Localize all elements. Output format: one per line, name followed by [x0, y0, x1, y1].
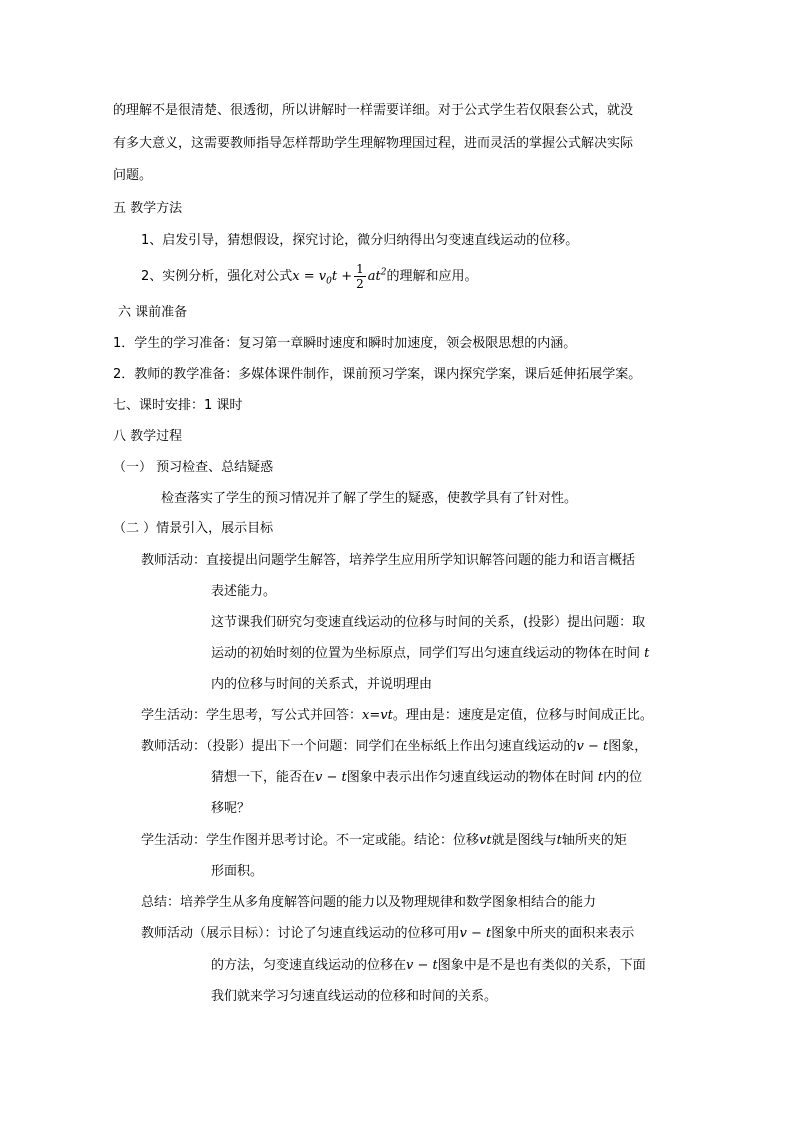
- teacher3-line-2-text: 的方法，匀变速直线运动的位移在: [211, 958, 407, 973]
- teacher2-t-symbol: t: [597, 770, 604, 785]
- fraction-denominator: 2: [356, 277, 364, 291]
- teacher2-vt-symbol: v − t: [576, 739, 609, 754]
- teacher3-line-1-text: 教师活动（展示目标）：讨论了匀速直线运动的位移可用: [141, 926, 460, 941]
- teacher2-line-1: [141, 737, 647, 757]
- methods-item-1: 1、启发引导，猜想假设，探究讨论，微分归纳得出匀变速直线运动的位移。: [141, 233, 579, 248]
- student1-prefix: 学生活动：学生思考，写公式并回答：: [141, 708, 363, 723]
- sec1-title: （一） 预习检查、总结疑惑: [113, 460, 274, 475]
- sec1-body: 检查落实了学生的预习情况并了解了学生的疑惑，使教学具有了针对性。: [161, 491, 578, 506]
- prep-item-1: 1．学生的学习准备：复习第一章瞬时速度和瞬时加速度，领会极限思想的内涵。: [113, 336, 577, 351]
- student2-t-symbol: t: [556, 833, 562, 848]
- teacher3-vt-symbol: v − t: [459, 926, 492, 941]
- teacher1-line-5: 内的位移与时间的关系式，并说明理由: [211, 677, 433, 692]
- methods-heading: 五 教学方法: [113, 201, 183, 216]
- student1-suffix: 。理由是：速度是定值，位移与时间成正比。: [392, 708, 653, 723]
- formula-at: at: [367, 269, 381, 284]
- intro-line-1: 的理解不是很清楚、很透彻，所以讲解时一样需要详细。对于公式学生若仅限套公式，就没: [113, 103, 634, 118]
- teacher1-line-2: 表述能力。: [211, 584, 277, 599]
- sec2-title: （二 ）情景引入，展示目标: [113, 521, 274, 536]
- prep-item-2: 2．教师的教学准备：多媒体课件制作，课前预习学案，课内探究学案，课后延伸拓展学案。: [113, 367, 642, 382]
- teacher2-line-2-text: 猜想一下，能否在: [211, 770, 316, 785]
- formula-exponent: 2: [380, 267, 387, 278]
- formula-lhs: x = v: [292, 269, 327, 284]
- student2-vt-symbol: vt: [479, 833, 492, 848]
- student1-formula: x=vt: [362, 708, 393, 723]
- teacher3-line-2: [211, 956, 646, 976]
- teacher1-t-symbol: t: [644, 646, 650, 661]
- teacher2-line-1-text: 教师活动：（投影）提出下一个问题：同学们在坐标纸上作出匀速直线运动的: [141, 739, 577, 754]
- prep-heading: 六 课前准备: [118, 305, 188, 320]
- teacher2-line-2-mid: 图象中表示出作匀速直线运动的物体在时间: [346, 770, 594, 785]
- teacher2-line-2: [211, 768, 642, 788]
- process-heading: 八 教学过程: [113, 429, 183, 444]
- teacher1-line-4: [211, 644, 649, 664]
- schedule: 七、课时安排：1 课时: [113, 398, 243, 413]
- student2-line-1: [141, 831, 627, 851]
- teacher2-line-3: 移呢？: [211, 801, 251, 816]
- student2-line-2: 形面积。: [211, 864, 264, 879]
- formula-fraction: [354, 262, 366, 291]
- teacher3-vt-symbol-2: v − t: [406, 958, 438, 973]
- intro-line-2: 有多大意义，这需要教师指导怎样帮助学生理解物理国过程，进而灵活的掌握公式解决实际: [113, 136, 634, 151]
- summary-line: 总结：培养学生从多角度解答问题的能力以及物理规律和数学图象相结合的能力: [141, 895, 597, 910]
- teacher3-line-2-suffix: 图象中是不是也有类似的关系，下面: [437, 958, 646, 973]
- teacher2-vt-symbol-2: v − t: [315, 770, 347, 785]
- teacher2-line-1-suffix: 图象，: [608, 739, 648, 754]
- intro-line-3: 问题。: [113, 168, 153, 183]
- formula-t: t +: [331, 269, 353, 284]
- teacher3-line-3: 我们就来学习匀速直线运动的位移和时间的关系。: [211, 989, 498, 1004]
- teacher1-line-3: 这节课我们研究匀变速直线运动的位移与时间的关系，(投影）提出问题：取: [211, 615, 646, 630]
- teacher2-line-2-suffix: 内的位: [603, 770, 643, 785]
- student2-line-1-mid: 就是图线与: [491, 833, 557, 848]
- methods-item-2-suffix: 的理解和应用。: [386, 269, 478, 284]
- teacher3-line-1-suffix: 图象中所夹的面积来表示: [491, 926, 635, 941]
- teacher1-line-4-text: 运动的初始时刻的位置为坐标原点，同学们写出匀速直线运动的物体在时间: [211, 646, 641, 661]
- methods-item-2: [141, 262, 477, 292]
- student2-line-1-text: 学生活动：学生作图并思考讨论。不一定或能。结论：位移: [141, 833, 480, 848]
- teacher3-line-1: [141, 924, 634, 944]
- student2-line-1-suffix: 轴所夹的矩: [561, 833, 627, 848]
- fraction-numerator: 1: [356, 262, 364, 276]
- formula-subscript: 0: [326, 276, 332, 287]
- student1-line: [141, 706, 653, 726]
- methods-item-2-prefix: 2、实例分析，强化对公式: [141, 269, 293, 284]
- teacher1-line-1: 教师活动：直接提出问题学生解答，培养学生应用所学知识解答问题的能力和语言概括: [141, 553, 636, 568]
